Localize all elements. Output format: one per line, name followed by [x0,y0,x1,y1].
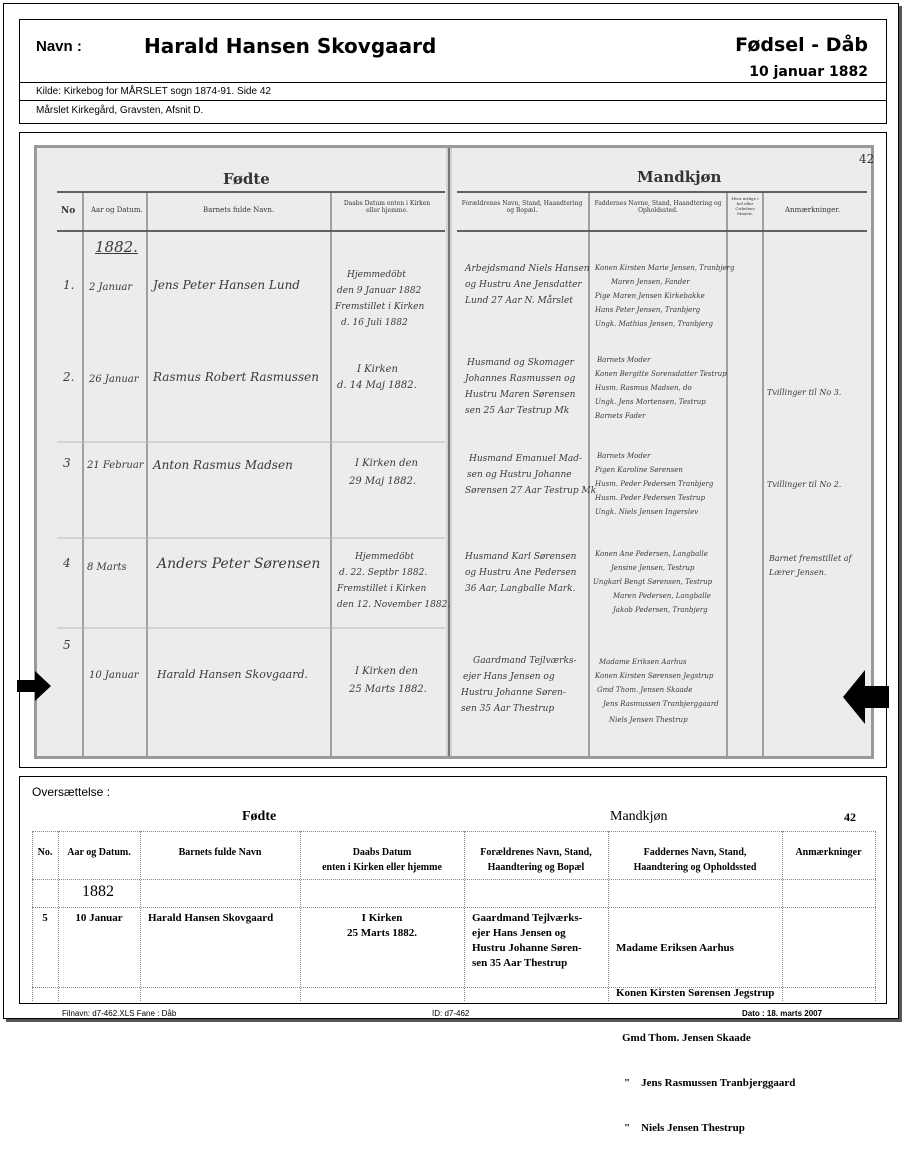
scan-header-sponsors: Faddernes Navne, Stand, Haandtering og Opholdssted. [594,200,722,214]
event-type: Fødsel - Dåb [735,34,868,56]
scan-left-title: Fødte [223,170,270,188]
scan-header-remarks: Anmærkninger. [785,206,841,214]
footer-date: Dato : 18. marts 2007 [742,1009,823,1018]
event-date: 10 januar 1882 [749,64,868,80]
translation-left-title: Fødte [242,809,277,824]
scan-entry-sponsor: Pige Maren Jensen Kirkebakke [595,292,705,300]
col-header-parents: Forældrenes Navn, Stand, Haandtering og Bopæl [480,847,592,873]
church-book-scan [34,145,874,759]
scan-entry-date: 21 Februar [87,460,144,471]
arrow-right-icon [17,671,51,701]
translation-page-number: 42 [844,810,856,824]
scan-header-no: No [61,206,76,216]
arrow-left-icon [843,670,889,724]
source-reference: Kilde: Kirkebog for MÅRSLET sogn 1874-91. Side 42 [36,86,271,97]
scan-entry-sponsor: Gmd Thom. Jensen Skaade [597,686,693,694]
scan-entry-sponsor: Hans Peter Jensen, Tranbjerg [595,306,701,314]
scan-container [19,132,887,768]
translation-label: Oversættelse : [32,785,111,799]
scan-entry-date: 2 Januar [89,282,133,293]
scan-entry-baptism-line: d. 22. Septbr 1882. [339,568,428,578]
name-label: Navn : [36,38,82,55]
person-name: Harald Hansen Skovgaard [144,34,437,58]
scan-entry-sponsor: Husm. Rasmus Madsen, do [595,384,692,392]
page-frame [3,3,899,1134]
scan-entry-parents-line: Husmand og Skomager [467,358,574,368]
scan-entry-sponsor: Madame Eriksen Aarhus [599,658,687,666]
scan-entry-no: 5 [63,638,71,652]
scan-entry-sponsor: Jens Rasmussen Tranbjerggaard [603,700,719,708]
scan-entry-sponsor: Ungk. Mathias Jensen, Tranbjerg [595,320,713,328]
scan-entry-parents-line: sen og Hustru Johanne [467,470,572,480]
scan-entry-sponsor: Niels Jensen Thestrup [609,716,688,724]
row-no: 5 [42,912,48,924]
scan-entry-baptism-line: den 9 Januar 1882 [337,286,422,296]
scan-entry-baptism-line: 25 Marts 1882. [349,684,427,695]
scan-entry-name: Anders Peter Sørensen [157,556,321,572]
scan-entry-parents-line: sen 25 Aar Testrup Mk [465,406,570,416]
scan-entry-parents-line: Hustru Johanne Søren- [461,688,566,698]
scan-entry-no: 1. [63,278,75,292]
header-divider [20,82,886,83]
scan-entry-parents-line: Hustru Maren Sørensen [465,390,576,400]
scan-entry-baptism-line: Hjemmedöbt [347,270,406,280]
scan-entry-baptism-line: I Kirken [357,364,398,375]
scan-year: 1882. [95,238,138,256]
scan-entry-date: 26 Januar [89,374,139,385]
scan-entry-parents-line: og Hustru Ane Pedersen [465,568,577,578]
row-date: 10 Januar [75,912,123,924]
scan-entry-name: Harald Hansen Skovgaard. [157,668,308,681]
scan-entry-baptism-line: I Kirken den [355,666,418,677]
scan-entry-name: Anton Rasmus Madsen [153,458,293,472]
header-divider [20,100,886,101]
scan-entry-sponsor: Ungk. Niels Jensen Ingerslev [595,508,699,516]
translation-year: 1882 [82,883,114,900]
scan-entry-sponsor: Konen Kirsten Marie Jensen, Tranbjerg [595,264,735,272]
scan-entry-remarks: Tvillinger til No 3. [767,388,842,397]
scan-entry-sponsor: Maren Pedersen, Langballe [613,592,711,600]
scan-entry-baptism-line: Hjemmedöbt [355,552,414,562]
scan-entry-sponsor: Barnets Moder [597,452,651,460]
scan-entry-sponsor: Barnets Moder [597,356,651,364]
row-name: Harald Hansen Skovgaard [148,912,274,924]
scan-entry-baptism-line: den 12. November 1882. [337,600,451,610]
scan-ruling [37,148,871,756]
scan-entry-baptism-line: Fremstillet i Kirken [337,584,427,594]
col-header-date: Aar og Datum. [67,847,131,858]
scan-header-date: Aar og Datum. [91,206,143,214]
col-header-remarks: Anmærkninger [795,847,862,858]
row-parents: Gaardmand Tejlværks- ejer Hans Jensen og Hustru Johanne Søren- sen 35 Aar Thestrup [472,912,583,969]
scan-entry-baptism-line: I Kirken den [355,458,418,469]
scan-entry-baptism-line: 29 Maj 1882. [349,476,417,487]
scan-right-title: Mandkjøn [637,168,722,186]
scan-entry-parents-line: Arbejdsmand Niels Hansen [465,264,590,274]
scan-entry-parents-line: Johannes Rasmussen og [465,374,576,384]
scan-entry-parents-line: 36 Aar, Langballe Mark. [465,584,576,594]
scan-entry-sponsor: Jensine Jensen, Testrup [611,564,695,572]
scan-entry-parents-line: ejer Hans Jensen og [463,672,555,682]
scan-entry-date: 8 Marts [87,562,127,573]
footer-id: ID: d7-462 [432,1009,470,1018]
row-baptism: I Kirken 25 Marts 1882. [347,912,417,939]
scan-page-number: 42 [859,152,875,166]
scan-entry-sponsor: Konen Kirsten Sørensen Jegstrup [595,672,714,680]
row-sponsors: Madame Eriksen Aarhus Konen Kirsten Sørensen Jegstrup Gmd Thom. Jensen Skaade " Jens Rasmussen Tranbjerggaard " Niels Jensen Thestrup [616,942,796,1134]
scan-header-name: Barnets fulde Navn. [203,206,275,214]
scan-entry-sponsor: Jakob Pedersen, Tranbjerg [613,606,708,614]
scan-entry-parents-line: Husmand Karl Sørensen [465,552,577,562]
scan-entry-remarks: Barnet fremstillet af Lærer Jensen. [769,554,852,577]
scan-entry-sponsor: Maren Jensen, Fander [611,278,690,286]
scan-entry-baptism-line: Fremstillet i Kirken [335,302,425,312]
scan-entry-sponsor: Pigen Karoline Sørensen [595,466,683,474]
scan-entry-date: 10 Januar [89,670,139,681]
scan-entry-sponsor: Husm. Peder Pedersen Testrup [595,494,706,502]
translation-right-title: Mandkjøn [610,809,668,824]
scan-entry-sponsor: Konen Ane Pedersen, Langballe [595,550,708,558]
scan-entry-parents-line: Husmand Emanuel Mad- [469,454,583,464]
translation-section [19,776,887,1134]
scan-entry-sponsor: Ungk. Jens Mortensen, Testrup [595,398,706,406]
scan-entry-name: Rasmus Robert Rasmussen [153,370,319,384]
scan-entry-no: 3 [63,456,71,470]
scan-header-parents: Forældrenes Navn, Stand, Haandtering og Bopæl. [461,200,583,214]
burial-reference: Mårslet Kirkegård, Gravsten, Afsnit D. [36,105,204,116]
record-header [19,19,887,124]
scan-entry-parents-line: Gaardmand Tejlværks- [473,656,577,666]
scan-entry-baptism-line: d. 16 Juli 1882 [341,318,408,328]
scan-entry-name: Jens Peter Hansen Lund [153,278,300,292]
col-header-no: No. [37,847,53,858]
scan-entry-sponsor: Husm. Peder Pedersen Tranbjerg [595,480,714,488]
scan-header-baptism: Daabs Datum enten i Kirken eller hjemme. [343,200,431,214]
scan-entry-no: 2. [63,370,75,384]
scan-entry-sponsor: Konen Bergitte Sorensdatter Testrup [595,370,727,378]
scan-header-minister: Hvor ærlige i hel eller Cirkelens Ministr. [731,196,759,216]
footer-filename: Filnavn: d7-462.XLS Fane : Dåb [62,1009,177,1018]
scan-entry-sponsor: Ungkarl Bengt Sørensen, Testrup [593,578,713,586]
scan-entry-baptism-line: d. 14 Maj 1882. [337,380,417,391]
col-header-sponsors: Faddernes Navn, Stand, Haandtering og Opholdssted [633,847,757,873]
col-header-name: Barnets fulde Navn [178,847,262,858]
scan-entry-no: 4 [63,556,71,570]
scan-entry-sponsor: Barnets Fader [595,412,646,420]
col-header-baptism: Daabs Datum enten i Kirken eller hjemme [322,847,442,873]
scan-entry-parents-line: og Hustru Ane Jensdatter [465,280,582,290]
scan-entry-parents-line: Sørensen 27 Aar Testrup Mk [465,486,597,496]
scan-entry-parents-line: sen 35 Aar Thestrup [461,704,555,714]
scan-entry-parents-line: Lund 27 Aar N. Mårslet [465,296,573,306]
scan-entry-remarks: Tvillinger til No 2. [767,480,842,489]
